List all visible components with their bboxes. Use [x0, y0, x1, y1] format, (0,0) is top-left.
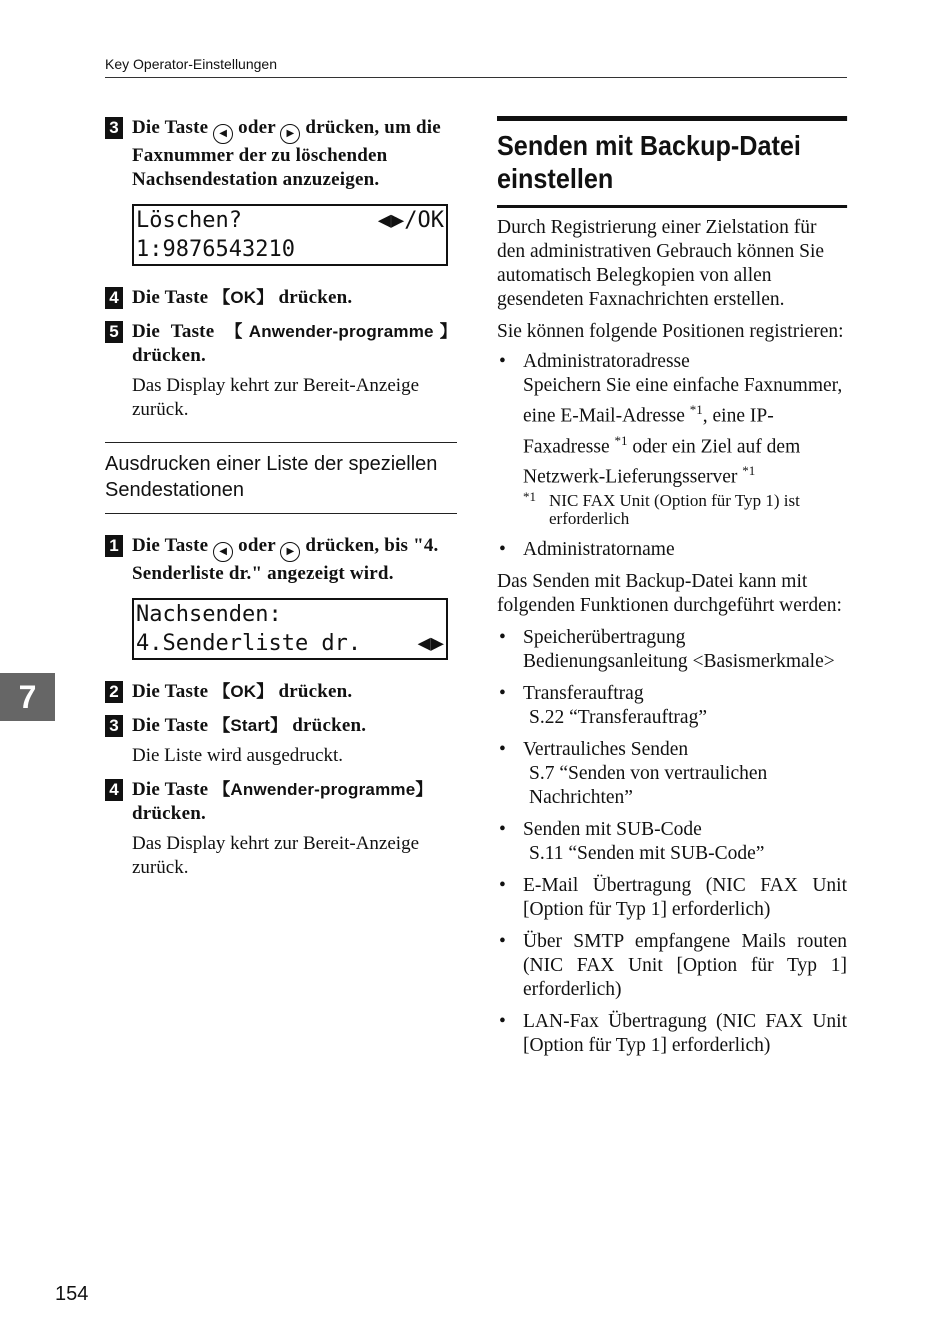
step-text: Die Taste 【OK】 drücken. [132, 287, 353, 308]
list-item: • E-Mail Übertragung (NIC FAX Unit [Option für Typ 1] erforderlich) [499, 874, 847, 920]
arrow-right-icon: ▶ [280, 542, 300, 562]
step-number: 4 [105, 779, 123, 801]
step-result: Das Display kehrt zur Bereit-Anzeige zurück. [132, 833, 420, 878]
step-3-select-station [105, 116, 457, 192]
running-title: Key Operator-Einstellungen [105, 56, 277, 72]
step-number: 4 [105, 287, 123, 309]
key-start: 【Start】 [213, 716, 288, 735]
function-ref: Bedienungsanleitung <Basismerkmale> [523, 650, 835, 672]
list-item: • Administratorname [499, 538, 675, 560]
admin-name-label: Administratorname [523, 538, 675, 560]
step-text: Die Taste 【Anwender-programme】 drücken. [132, 779, 433, 824]
step-result: Das Display kehrt zur Bereit-Anzeige zurück. [132, 375, 420, 420]
functions-intro: Das Senden mit Backup-Datei kann mit folgenden Funktionen durchgeführt werden: [497, 570, 842, 616]
list-item: • Über SMTP empfangene Mails routen (NIC FAX Unit [Option für Typ 1] erforderlich) [499, 930, 847, 1000]
step-number: 2 [105, 681, 123, 703]
function-ref: S.22 “Transferauftrag” [529, 706, 707, 728]
positions-intro: Sie können folgende Positionen registrieren: [497, 321, 844, 342]
function-label: LAN-Fax Übertragung (NIC FAX Unit [Option für Typ 1] erforderlich) [523, 1010, 847, 1056]
step-number: 3 [105, 117, 123, 139]
section-heading: Ausdrucken einer Liste der speziellen Sendestationen [105, 442, 457, 514]
admin-address-label: Administratoradresse [523, 351, 690, 372]
step-text: Die Taste ◀ oder ▶ drücken, bis "4. Senderliste dr." angezeigt wird. [132, 535, 439, 584]
function-label: E-Mail Übertragung (NIC FAX Unit [Option für Typ 1] erforderlich) [523, 874, 847, 920]
function-label: Vertrauliches Senden [523, 738, 689, 760]
key-ok: 【OK】 [213, 682, 274, 701]
functions-list [497, 626, 847, 1058]
step-text: Die Taste 【OK】 drücken. [132, 681, 353, 702]
step-4-press-user-tools [105, 778, 457, 880]
function-label: Speicherübertragung [523, 626, 686, 648]
chapter-tab [0, 673, 55, 721]
key-user-tools: 【Anwender-programme】 [225, 322, 457, 341]
function-label: Transferauftrag [523, 682, 644, 704]
step-4-press-ok [105, 286, 457, 310]
step-1-select-list [105, 534, 457, 586]
function-label: Über SMTP empfangene Mails routen (NIC FAX Unit [Option für Typ 1] erforderlich) [523, 930, 847, 1000]
lcd-display-forwarding: Nachsenden: 4.Senderliste dr. ◀▶ [132, 598, 448, 660]
footnote: *1 NIC FAX Unit (Option für Typ 1) ist erforderlich [523, 488, 800, 528]
list-item: • Administratoradresse Speichern Sie eine einfache Faxnummer, eine E-Mail-Adresse $^{*1}$, eine IP-Faxadresse $^{*1}$ oder ein Ziel auf dem Netzwerk-Lieferungsserver $^{*1}$ *1 NIC FAX Unit (Option für Typ 1) ist erforderlich [497, 350, 847, 528]
arrow-right-icon: ▶ [280, 124, 300, 144]
list-item: • Senden mit SUB-Code S.11 “Senden mit SUB-Code” [497, 818, 847, 866]
arrow-left-icon: ◀ [213, 542, 233, 562]
right-column [497, 116, 847, 1066]
running-header [105, 56, 847, 78]
step-result: Die Liste wird ausgedruckt. [132, 745, 344, 766]
step-number: 3 [105, 715, 123, 737]
arrow-left-icon: ◀ [213, 124, 233, 144]
step-3-press-start [105, 714, 457, 768]
step-text: Die Taste 【Start】 drücken. [132, 715, 367, 736]
function-ref: S.11 “Senden mit SUB-Code” [529, 842, 765, 864]
list-item: • Vertrauliches Senden S.7 “Senden von vertraulichen Nachrichten” [497, 738, 847, 810]
page-number: 154 [55, 1283, 89, 1305]
step-2-press-ok [105, 680, 457, 704]
chapter-number: 7 [18, 678, 37, 715]
step-number: 1 [105, 535, 123, 557]
function-label: Senden mit SUB-Code [523, 818, 702, 840]
step-number: 5 [105, 321, 123, 343]
key-ok: 【OK】 [213, 288, 274, 307]
step-text: Die Taste ◀ oder ▶ drücken, um die Faxnummer der zu löschenden Nachsendestation anzuzeigen. [132, 117, 441, 190]
step-text: Die Taste 【Anwender-programme】 drücken. [132, 321, 457, 366]
function-ref: S.7 “Senden von vertraulichen Nachrichten” [529, 762, 768, 808]
step-5-press-user-tools [105, 320, 457, 422]
positions-list [497, 350, 847, 562]
list-item: • LAN-Fax Übertragung (NIC FAX Unit [Option für Typ 1] erforderlich) [499, 1010, 847, 1056]
key-user-tools: 【Anwender-programme】 [213, 780, 433, 799]
left-column [105, 116, 457, 890]
intro-paragraph: Durch Registrierung einer Zielstation für den administrativen Gebrauch können Sie automatisch Belegkopien von allen gesendeten Faxnachrichten erstellen. [497, 217, 825, 310]
admin-address-description: Speichern Sie eine einfache Faxnummer, eine E-Mail-Adresse $^{*1}$, eine IP-Faxadresse $^{*1}$ oder ein Ziel auf dem Netzwerk-Lieferungsserver $^{*1}$ [523, 375, 843, 488]
section-title: Senden mit Backup-Datei einstellen [497, 116, 847, 208]
lcd-display-delete: Löschen? ◀▶/OK 1:9876543210 [132, 204, 448, 266]
list-item: • Speicherübertragung Bedienungsanleitung <Basismerkmale> [497, 626, 847, 674]
list-item: • Transferauftrag S.22 “Transferauftrag” [497, 682, 847, 730]
